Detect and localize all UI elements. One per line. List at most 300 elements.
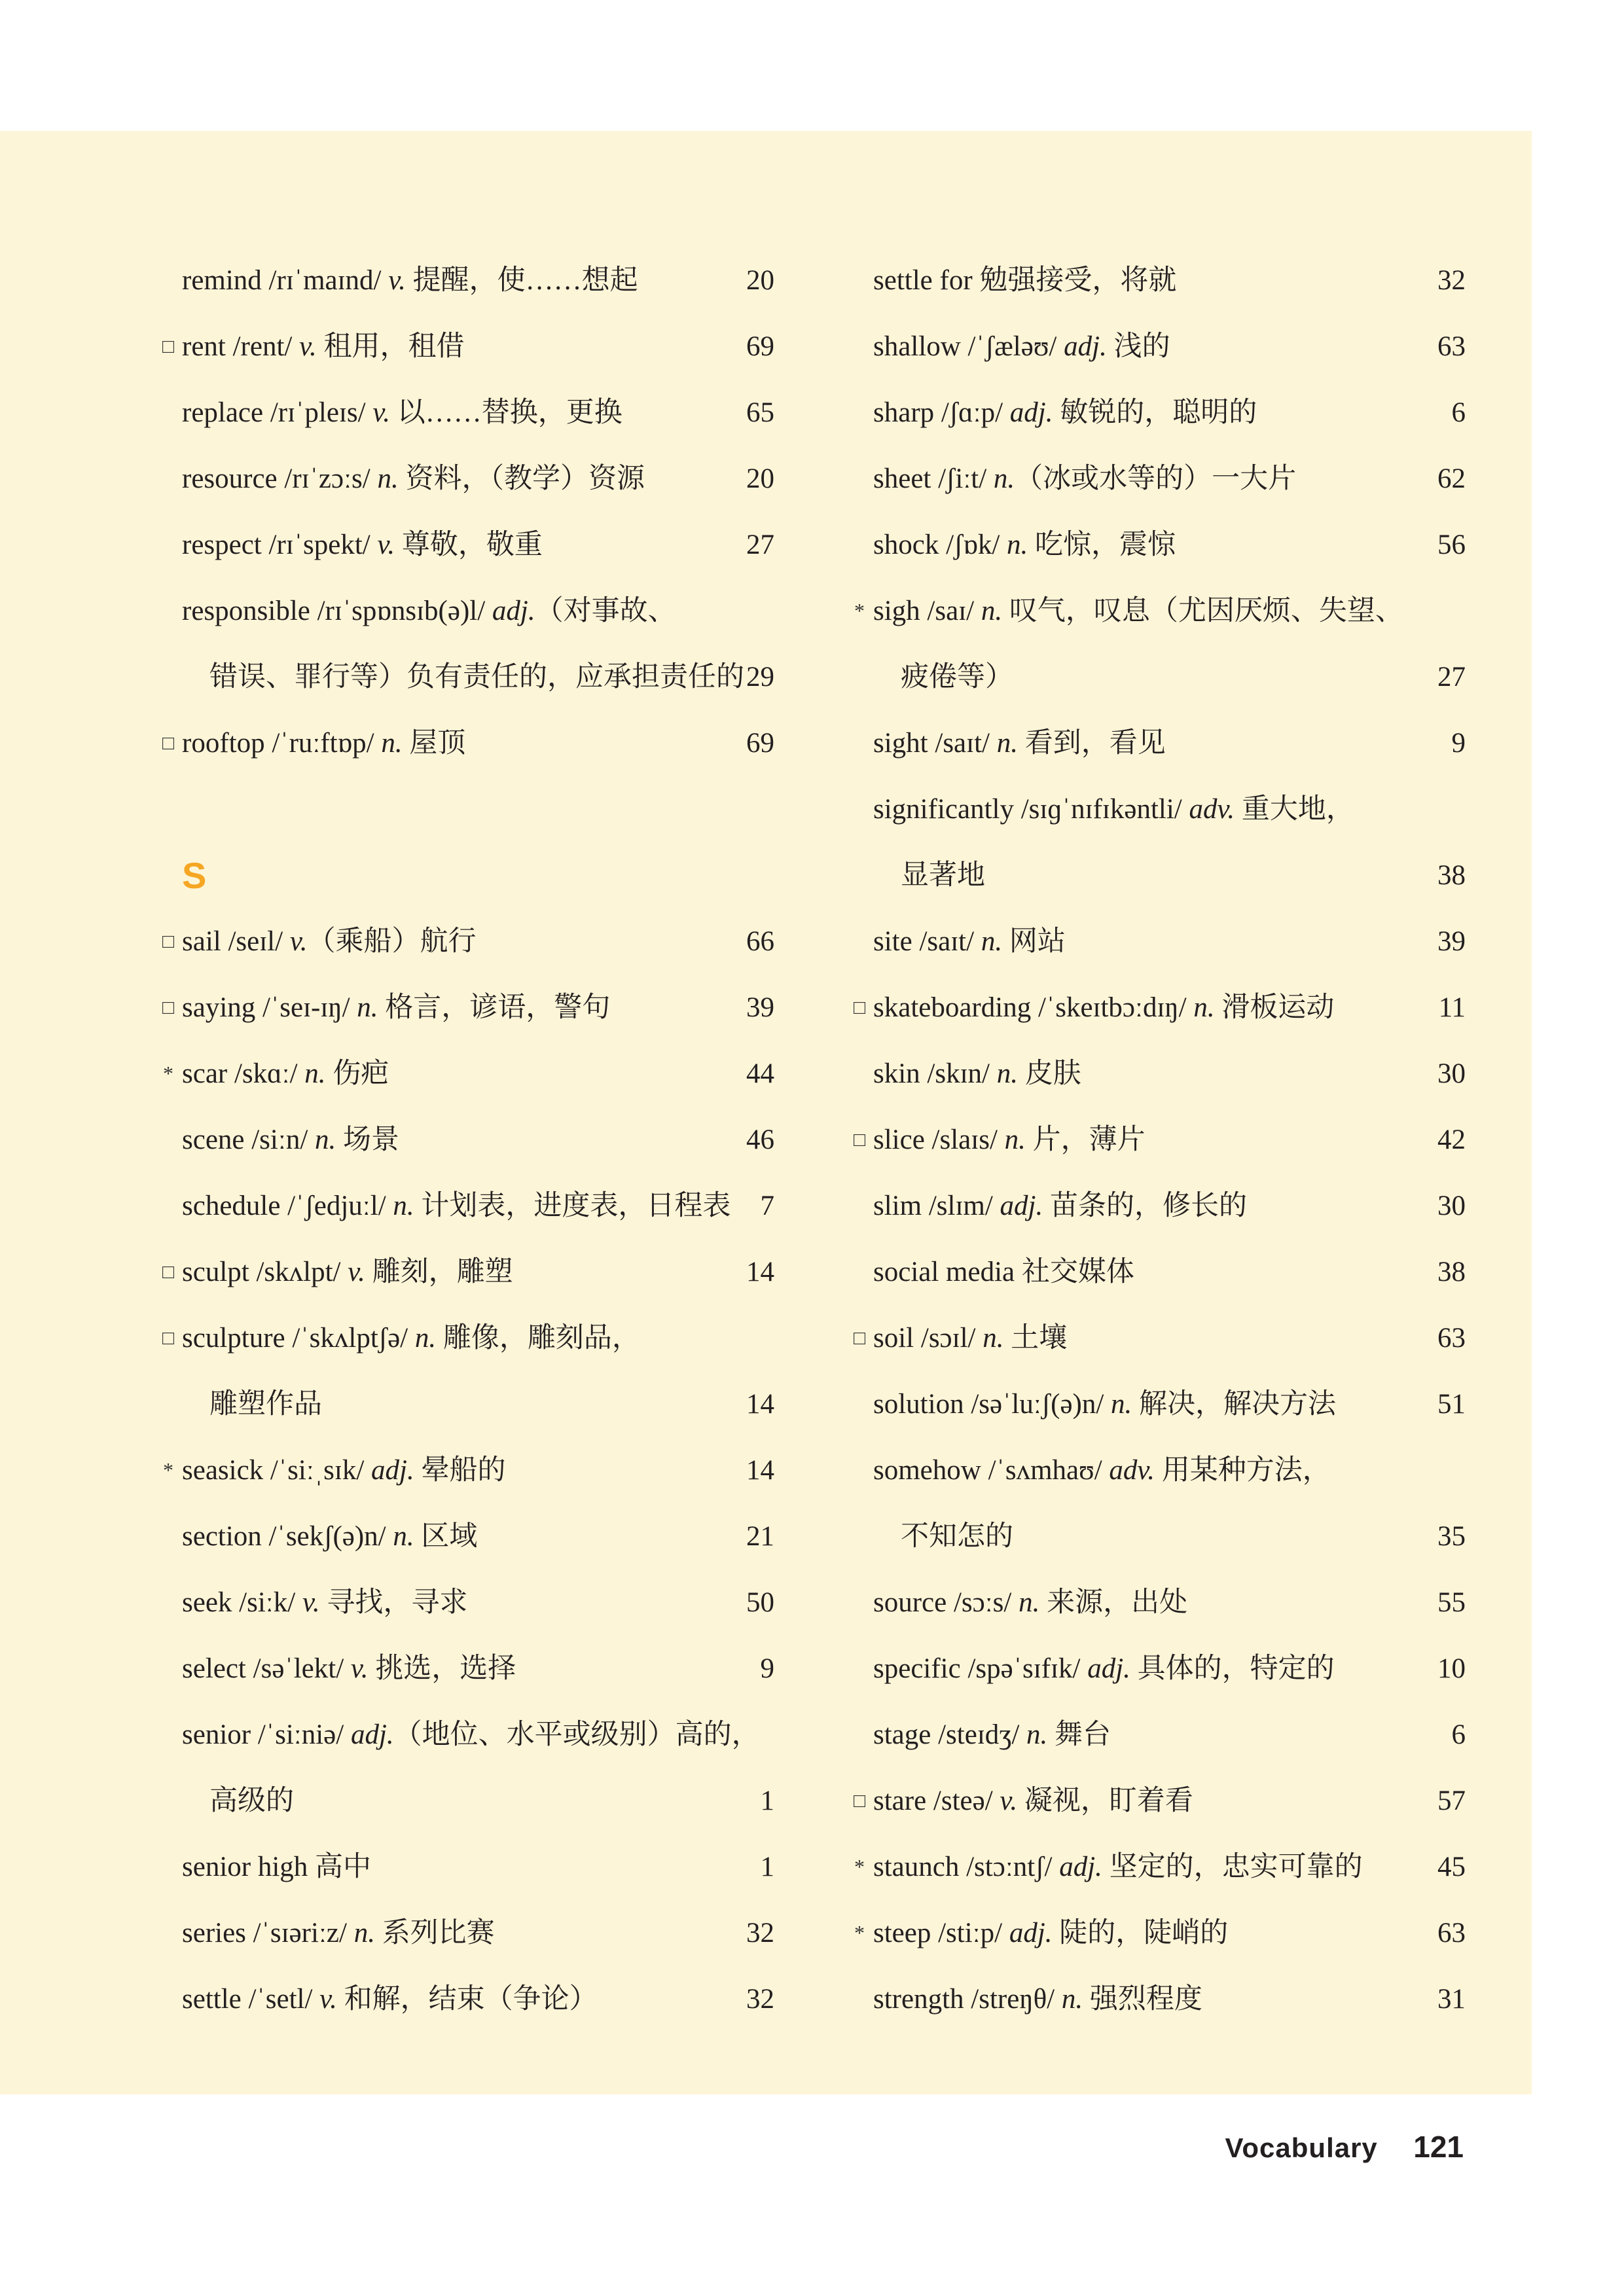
vocab-entry xyxy=(182,1636,715,1702)
definition: 看到，看见 xyxy=(1017,728,1166,759)
definition: 苗条的，修长的 xyxy=(1043,1191,1247,1221)
part-of-speech: adj. xyxy=(1009,1918,1053,1948)
square-marker: □ xyxy=(162,997,175,1018)
vocab-entry xyxy=(182,1503,715,1570)
definition-continuation: 雕塑作品 xyxy=(209,1389,322,1420)
definition: 浅的 xyxy=(1106,331,1170,362)
vocab-entry xyxy=(182,578,715,644)
page-reference: 57 xyxy=(1437,1785,1466,1816)
vocab-row xyxy=(182,446,774,512)
page-reference: 69 xyxy=(746,728,774,759)
page-reference: 44 xyxy=(746,1058,774,1089)
part-of-speech: n. xyxy=(377,463,399,494)
vocab-entry xyxy=(873,1371,1407,1437)
part-of-speech: adj. xyxy=(1064,331,1107,362)
part-of-speech: v. xyxy=(350,1653,369,1684)
vocab-entry xyxy=(873,1239,1407,1305)
headword: solution /səˈluːʃ(ə)n/ xyxy=(873,1389,1111,1420)
vocab-entry xyxy=(182,247,715,314)
part-of-speech: v. xyxy=(372,397,390,428)
headword: skin /skɪn/ xyxy=(873,1058,997,1089)
square-marker: □ xyxy=(162,336,175,357)
section-gap xyxy=(182,776,774,842)
part-of-speech: v. xyxy=(319,1984,337,2015)
headword: soil /sɔɪl/ xyxy=(873,1323,983,1354)
headword: rooftop /ˈruːftɒp/ xyxy=(182,728,382,759)
square-marker: □ xyxy=(162,931,175,952)
vocab-entry xyxy=(182,975,715,1041)
page-reference: 10 xyxy=(1437,1653,1466,1684)
asterisk-marker: * xyxy=(854,1855,865,1878)
headword: slice /slaɪs/ xyxy=(873,1124,1005,1155)
page-reference: 14 xyxy=(746,1455,774,1486)
part-of-speech: n. xyxy=(981,596,1003,626)
asterisk-marker: * xyxy=(854,599,865,622)
definition: 皮肤 xyxy=(1018,1058,1081,1089)
vocab-row xyxy=(873,1239,1466,1305)
page-reference: 32 xyxy=(746,1918,774,1948)
vocab-row xyxy=(873,644,1466,710)
vocab-row xyxy=(854,1834,1466,1900)
headword: source /sɔːs/ xyxy=(873,1587,1019,1618)
vocab-row xyxy=(182,1371,774,1437)
part-of-speech: n. xyxy=(996,1058,1019,1089)
part-of-speech: n. xyxy=(393,1191,414,1221)
vocab-entry xyxy=(873,1900,1407,1966)
vocab-row xyxy=(853,975,1466,1041)
definition: 用某种方法， xyxy=(1155,1455,1331,1486)
square-marker: □ xyxy=(162,732,175,754)
definition: 系列比赛 xyxy=(374,1918,495,1948)
vocab-row xyxy=(873,247,1466,314)
part-of-speech: v. xyxy=(299,331,317,362)
page-reference: 63 xyxy=(1437,1918,1466,1948)
vocab-entry xyxy=(873,247,1407,314)
vocab-row xyxy=(162,1239,774,1305)
definition: 场景 xyxy=(336,1124,400,1155)
definition-continuation: 不知怎的 xyxy=(901,1521,1013,1552)
headword: scar /skɑː/ xyxy=(182,1058,305,1089)
part-of-speech: n. xyxy=(414,1323,437,1354)
definition: 坚定的，忠实可靠的 xyxy=(1102,1852,1363,1882)
part-of-speech: v. xyxy=(348,1257,365,1287)
headword: settle for xyxy=(873,265,980,296)
definition: 寻找，寻求 xyxy=(319,1587,468,1618)
page-reference: 30 xyxy=(1437,1191,1466,1221)
headword: replace /rɪˈpleɪs/ xyxy=(182,397,373,428)
vocab-entry xyxy=(873,1966,1407,2032)
vocab-row xyxy=(873,842,1466,908)
vocab-row xyxy=(873,1503,1466,1570)
headword: somehow /ˈsʌmhaʊ/ xyxy=(873,1455,1110,1486)
square-marker: □ xyxy=(853,997,866,1018)
vocab-row xyxy=(873,1041,1466,1107)
definition: 勉强接受，将就 xyxy=(979,265,1177,296)
page-reference: 50 xyxy=(746,1587,774,1618)
vocab-entry xyxy=(182,380,715,446)
vocab-row xyxy=(873,446,1466,512)
vocab-entry xyxy=(873,908,1407,975)
headword: skateboarding /ˈskeɪtbɔːdɪŋ/ xyxy=(873,992,1194,1023)
headword: resource /rɪˈzɔːs/ xyxy=(182,463,378,494)
page-reference: 32 xyxy=(746,1984,774,2015)
vocab-row xyxy=(162,710,774,776)
vocab-entry xyxy=(873,1636,1407,1702)
headword: sharp /ʃɑːp/ xyxy=(873,397,1010,428)
headword: sculpture /ˈskʌlptʃə/ xyxy=(182,1323,415,1354)
vocab-row xyxy=(182,1570,774,1636)
vocab-row xyxy=(854,578,1466,644)
headword: seek /siːk/ xyxy=(182,1587,302,1618)
headword: respect /rɪˈspekt/ xyxy=(182,529,378,560)
page-reference: 46 xyxy=(746,1124,774,1155)
definition: 格言，谚语，警句 xyxy=(378,992,611,1023)
part-of-speech: v. xyxy=(302,1587,320,1618)
vocab-row xyxy=(873,1371,1466,1437)
headword: social media xyxy=(873,1257,1022,1287)
page-reference: 11 xyxy=(1438,992,1466,1023)
part-of-speech: n. xyxy=(1026,1719,1048,1750)
headword: specific /spəˈsɪfɪk/ xyxy=(873,1653,1088,1684)
page-reference: 63 xyxy=(1437,331,1466,362)
headword: sculpt /skʌlpt/ xyxy=(182,1257,348,1287)
definition: 网站 xyxy=(1002,926,1066,957)
page-reference: 1 xyxy=(760,1852,774,1882)
headword: responsible /rɪˈspɒnsɪb(ə)l/ xyxy=(182,596,492,626)
vocab-entry xyxy=(182,1041,715,1107)
vocab-row xyxy=(182,1768,774,1834)
definition: 雕刻，雕塑 xyxy=(365,1257,513,1287)
vocab-entry xyxy=(873,1173,1407,1239)
vocab-row xyxy=(182,512,774,578)
part-of-speech: adv. xyxy=(1109,1455,1155,1486)
vocab-entry xyxy=(873,314,1407,380)
vocab-row xyxy=(182,1173,774,1239)
definition: 租用，租借 xyxy=(316,331,465,362)
vocab-entry xyxy=(873,512,1407,578)
headword: sigh /saɪ/ xyxy=(873,596,981,626)
definition: 敏锐的，聪明的 xyxy=(1053,397,1257,428)
headword: section /ˈsekʃ(ə)n/ xyxy=(182,1521,393,1552)
headword: sight /saɪt/ xyxy=(873,728,997,759)
vocab-entry xyxy=(873,1768,1407,1834)
part-of-speech: adj. xyxy=(492,596,535,626)
headword: shallow /ˈʃæləʊ/ xyxy=(873,331,1064,362)
definition: （地位、水平或级别）高的， xyxy=(393,1719,760,1750)
headword: remind /rɪˈmaɪnd/ xyxy=(182,265,389,296)
square-marker: □ xyxy=(853,1790,866,1812)
page-number: 121 xyxy=(1413,2130,1464,2164)
page-reference: 65 xyxy=(746,397,774,428)
headword: senior high xyxy=(182,1852,316,1882)
page-reference: 55 xyxy=(1437,1587,1466,1618)
vocab-entry xyxy=(182,1966,715,2032)
section-letter: S xyxy=(182,855,207,896)
part-of-speech: v. xyxy=(1000,1785,1018,1816)
page-reference: 29 xyxy=(746,662,774,692)
vocab-entry xyxy=(873,380,1407,446)
part-of-speech: n. xyxy=(1019,1587,1040,1618)
page-reference: 20 xyxy=(746,265,774,296)
page-reference: 38 xyxy=(1437,860,1466,891)
headword: senior /ˈsiːniə/ xyxy=(182,1719,351,1750)
definition: 具体的，特定的 xyxy=(1130,1653,1335,1684)
vocab-entry xyxy=(873,710,1407,776)
definition: 晕船的 xyxy=(414,1455,506,1486)
vocab-entry xyxy=(182,1305,715,1371)
square-marker: □ xyxy=(162,1261,175,1283)
headword: strength /streŋθ/ xyxy=(873,1984,1062,2015)
part-of-speech: n. xyxy=(981,926,1003,957)
headword: schedule /ˈʃedjuːl/ xyxy=(182,1191,393,1221)
definition-continuation: 显著地 xyxy=(901,860,985,891)
part-of-speech: adj. xyxy=(1059,1852,1102,1882)
vocab-row xyxy=(873,908,1466,975)
definition: 挑选，选择 xyxy=(368,1653,516,1684)
vocab-row xyxy=(182,1702,774,1768)
definition: 和解，结束（争论） xyxy=(336,1984,598,2015)
vocab-entry xyxy=(873,1702,1407,1768)
part-of-speech: n. xyxy=(304,1058,326,1089)
part-of-speech: v. xyxy=(289,926,308,957)
vocab-row xyxy=(182,1636,774,1702)
headword: shock /ʃɒk/ xyxy=(873,529,1007,560)
headword: steep /stiːp/ xyxy=(873,1918,1009,1948)
definition: 解决，解决方法 xyxy=(1132,1389,1337,1420)
vocab-entry xyxy=(182,1900,715,1966)
page-reference: 56 xyxy=(1437,529,1466,560)
vocab-row xyxy=(853,1107,1466,1173)
vocab-entry xyxy=(182,908,715,975)
page-reference: 51 xyxy=(1437,1389,1466,1420)
vocab-row xyxy=(873,776,1466,842)
page-reference: 42 xyxy=(1437,1124,1466,1155)
vocab-entry xyxy=(873,975,1407,1041)
vocab-entry xyxy=(182,314,715,380)
definition: 土壤 xyxy=(1003,1323,1068,1354)
definition: 凝视，盯着看 xyxy=(1017,1785,1193,1816)
vocab-row xyxy=(853,1768,1466,1834)
vocab-row xyxy=(182,1966,774,2032)
definition: 高中 xyxy=(315,1852,372,1882)
vocab-entry xyxy=(873,1437,1407,1503)
page-reference: 14 xyxy=(746,1257,774,1287)
definition: 伤疤 xyxy=(325,1058,389,1089)
page-reference: 66 xyxy=(746,926,774,957)
vocab-row xyxy=(873,512,1466,578)
page-footer xyxy=(1225,2127,1464,2166)
headword: stare /steə/ xyxy=(873,1785,1000,1816)
part-of-speech: n. xyxy=(1061,1984,1083,2015)
vocab-entry xyxy=(873,1570,1407,1636)
page-reference: 14 xyxy=(746,1389,774,1420)
page-reference: 38 xyxy=(1437,1257,1466,1287)
page-reference: 69 xyxy=(746,331,774,362)
part-of-speech: adj. xyxy=(1087,1653,1130,1684)
part-of-speech: adj. xyxy=(1000,1191,1043,1221)
page-reference: 9 xyxy=(760,1653,774,1684)
definition: （乘船）航行 xyxy=(307,926,477,957)
page-reference: 39 xyxy=(1437,926,1466,957)
definition: 陡的，陡峭的 xyxy=(1052,1918,1229,1948)
vocab-row xyxy=(873,1702,1466,1768)
headword: series /ˈsɪəriːz/ xyxy=(182,1918,354,1948)
definition: 片，薄片 xyxy=(1025,1124,1146,1155)
definition: 吃惊，震惊 xyxy=(1028,529,1176,560)
headword: site /saɪt/ xyxy=(873,926,981,957)
vocab-entry xyxy=(873,446,1407,512)
definition-continuation: 错误、罪行等）负有责任的，应承担责任的 xyxy=(209,662,744,692)
vocab-entry xyxy=(873,1107,1407,1173)
vocab-entry xyxy=(873,578,1407,644)
page-reference: 27 xyxy=(746,529,774,560)
definition: 资料，（教学）资源 xyxy=(398,463,645,494)
part-of-speech: n. xyxy=(983,1323,1004,1354)
vocab-row xyxy=(873,314,1466,380)
part-of-speech: n. xyxy=(1111,1389,1132,1420)
headword: staunch /stɔːntʃ/ xyxy=(873,1852,1060,1882)
headword: select /səˈlekt/ xyxy=(182,1653,351,1684)
page-reference: 21 xyxy=(746,1521,774,1552)
vocab-entry xyxy=(873,1305,1407,1371)
definition: 社交媒体 xyxy=(1021,1257,1134,1287)
part-of-speech: n. xyxy=(1004,1124,1026,1155)
vocab-entry xyxy=(182,512,715,578)
page-reference: 9 xyxy=(1451,728,1466,759)
vocab-row xyxy=(873,1636,1466,1702)
part-of-speech: n. xyxy=(993,463,1015,494)
definition: 以……替换，更换 xyxy=(389,397,623,428)
headword: rent /rent/ xyxy=(182,331,300,362)
definition: 计划表，进度表，日程表 xyxy=(414,1191,731,1221)
vocab-row xyxy=(182,1503,774,1570)
definition: 重大地， xyxy=(1235,794,1354,825)
vocab-row xyxy=(162,314,774,380)
vocab-entry xyxy=(182,1702,760,1768)
vocab-entry xyxy=(182,1834,715,1900)
vocab-row xyxy=(873,1966,1466,2032)
vocab-entry xyxy=(182,710,715,776)
part-of-speech: n. xyxy=(996,728,1018,759)
vocab-row xyxy=(182,1107,774,1173)
headword: sail /seɪl/ xyxy=(182,926,290,957)
vocab-row xyxy=(873,710,1466,776)
page-reference: 31 xyxy=(1437,1984,1466,2015)
vocab-entry xyxy=(873,1041,1407,1107)
part-of-speech: n. xyxy=(315,1124,336,1155)
vocab-row xyxy=(163,1437,774,1503)
definition: 屋顶 xyxy=(402,728,466,759)
definition: 区域 xyxy=(414,1521,478,1552)
vocabulary-column-left xyxy=(162,247,774,2032)
headword: settle /ˈsetl/ xyxy=(182,1984,320,2015)
part-of-speech: n. xyxy=(1007,529,1028,560)
part-of-speech: v. xyxy=(388,265,406,296)
part-of-speech: n. xyxy=(357,992,378,1023)
part-of-speech: n. xyxy=(381,728,403,759)
vocab-row xyxy=(182,380,774,446)
page-reference: 7 xyxy=(760,1191,774,1221)
headword: slim /slɪm/ xyxy=(873,1191,1000,1221)
square-marker: □ xyxy=(853,1327,866,1349)
vocab-entry xyxy=(182,1107,715,1173)
definition: （冰或水等的）一大片 xyxy=(1015,463,1297,494)
headword: seasick /ˈsiːˌsɪk/ xyxy=(182,1455,372,1486)
headword: sheet /ʃiːt/ xyxy=(873,463,994,494)
part-of-speech: adj. xyxy=(350,1719,394,1750)
part-of-speech: adj. xyxy=(371,1455,414,1486)
page-reference: 1 xyxy=(760,1785,774,1816)
page-reference: 63 xyxy=(1437,1323,1466,1354)
definition: 叹气，叹息（尤因厌烦、失望、 xyxy=(1002,596,1403,626)
vocab-row xyxy=(873,380,1466,446)
definition-continuation: 疲倦等） xyxy=(901,662,1013,692)
vocab-row xyxy=(182,644,774,710)
footer-label: Vocabulary xyxy=(1225,2132,1378,2163)
definition: 尊敬，敬重 xyxy=(395,529,543,560)
vocab-row xyxy=(162,908,774,975)
vocab-row xyxy=(182,578,774,644)
vocab-row xyxy=(873,1437,1466,1503)
definition: 提醒，使……想起 xyxy=(405,265,638,296)
vocab-row xyxy=(182,1900,774,1966)
page-reference: 6 xyxy=(1451,397,1466,428)
vocab-entry xyxy=(182,1173,731,1239)
vocab-row xyxy=(182,247,774,314)
part-of-speech: n. xyxy=(1193,992,1215,1023)
vocab-entry xyxy=(182,1437,715,1503)
asterisk-marker: * xyxy=(163,1062,173,1085)
page-reference: 45 xyxy=(1437,1852,1466,1882)
page-reference: 32 xyxy=(1437,265,1466,296)
vocab-row xyxy=(182,1834,774,1900)
vocab-row xyxy=(853,1305,1466,1371)
page-reference: 30 xyxy=(1437,1058,1466,1089)
definition-continuation: 高级的 xyxy=(209,1785,294,1816)
vocab-entry xyxy=(182,446,715,512)
page-reference: 27 xyxy=(1437,662,1466,692)
definition: 滑板运动 xyxy=(1214,992,1335,1023)
part-of-speech: adv. xyxy=(1189,794,1235,825)
vocab-entry xyxy=(873,776,1407,842)
headword: significantly /sɪɡˈnɪfɪkəntli/ xyxy=(873,794,1189,825)
square-marker: □ xyxy=(162,1327,175,1349)
page-reference: 35 xyxy=(1437,1521,1466,1552)
headword: scene /siːn/ xyxy=(182,1124,316,1155)
vocabulary-column-right xyxy=(853,247,1466,2032)
page-reference: 39 xyxy=(746,992,774,1023)
vocab-entry xyxy=(182,1570,715,1636)
definition: 来源，出处 xyxy=(1039,1587,1188,1618)
part-of-speech: v. xyxy=(377,529,395,560)
definition: 舞台 xyxy=(1047,1719,1111,1750)
part-of-speech: adj. xyxy=(1009,397,1053,428)
part-of-speech: n. xyxy=(393,1521,414,1552)
part-of-speech: n. xyxy=(353,1918,375,1948)
definition: （对事故、 xyxy=(535,596,676,626)
vocab-row xyxy=(854,1900,1466,1966)
vocab-entry xyxy=(873,1834,1407,1900)
page-reference: 6 xyxy=(1451,1719,1466,1750)
vocab-entry xyxy=(182,1239,715,1305)
vocab-row xyxy=(162,1305,774,1371)
square-marker: □ xyxy=(853,1129,866,1151)
vocab-row xyxy=(873,1570,1466,1636)
section-heading xyxy=(182,842,774,908)
page-reference: 20 xyxy=(746,463,774,494)
definition: 强烈程度 xyxy=(1083,1984,1202,2015)
headword: saying /ˈseɪ-ɪŋ/ xyxy=(182,992,357,1023)
